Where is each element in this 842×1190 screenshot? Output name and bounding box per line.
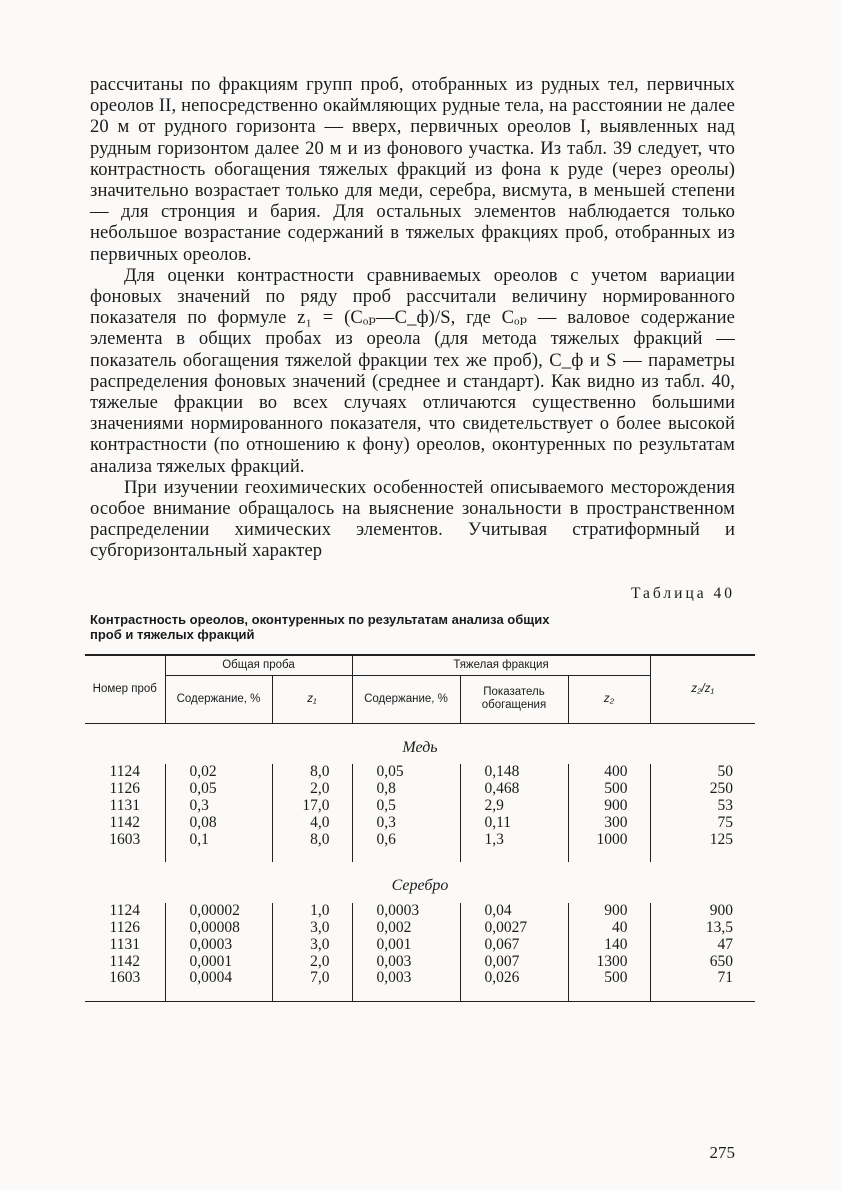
table-cell: 2,9 [460, 798, 568, 815]
table-cell: 900 [650, 903, 755, 920]
table-row [85, 781, 755, 798]
table-cell: 500 [568, 781, 650, 798]
table-cell: 0,3 [352, 815, 460, 832]
table-cell: 8,0 [272, 832, 352, 849]
table-cell: 1,0 [272, 903, 352, 920]
table-cell: 0,468 [460, 781, 568, 798]
table-cell: 17,0 [272, 798, 352, 815]
table-cell: 53 [650, 798, 755, 815]
table-cell: 47 [650, 937, 755, 954]
header-bulk-content: Содержание, % [165, 675, 272, 723]
table-row [85, 954, 755, 971]
table-cell: 1124 [109, 763, 140, 781]
table-cell: 140 [568, 937, 650, 954]
table-cell: 4,0 [272, 815, 352, 832]
header-heavy-content: Содержание, % [352, 675, 460, 723]
contrast-table [85, 654, 755, 1003]
table-cell: 400 [568, 764, 650, 781]
table-number: Таблица 40 [630, 584, 735, 602]
table-cell: 900 [568, 903, 650, 920]
table-cell: 2,0 [272, 954, 352, 971]
table-cell: 1131 [109, 797, 140, 815]
table-cell: 0,00002 [165, 903, 272, 920]
header-sample: Номер проб [85, 655, 165, 724]
table-cell: 0,04 [460, 903, 568, 920]
table-cell: 2,0 [272, 781, 352, 798]
table-cell: 500 [568, 970, 650, 987]
table-cell: 71 [650, 970, 755, 987]
table-cell: 0,08 [165, 815, 272, 832]
table-cell: 0,8 [352, 781, 460, 798]
table-cell: 0,067 [460, 937, 568, 954]
table-cell: 1300 [568, 954, 650, 971]
table-cell: 1142 [109, 952, 140, 970]
table-cell: 0,05 [352, 764, 460, 781]
table-cell: 0,0003 [352, 903, 460, 920]
section-title: Медь [402, 738, 438, 756]
header-heavy: Тяжелая фракция [352, 655, 650, 676]
table-row [85, 798, 755, 815]
table-cell: 0,6 [352, 832, 460, 849]
table-cell: 0,0027 [460, 920, 568, 937]
paragraph-1: рассчитаны по фракциям групп проб, отобранных из рудных тел, первичных ореолов II, непосредственно окаймляющих рудные тела, на расстоянии не далее 20 м от рудного горизонта — вверх, первичных ореолов I, выявленных над рудным горизонтом далее 20 м и из фонового участка. Из табл. 39 следует, что контрастность обогащения тяжелых фракций из фона к руде (через ореолы) значительно возрастает только для меди, серебра, висмута, в меньшей степени — для стронция и бария. Для остальных элементов наблюдается только небольшое возрастание содержаний в тяжелых фракциях проб, отобранных из первичных ореолов. [90, 74, 735, 265]
table-cell: 0,5 [352, 798, 460, 815]
table-cell: 1131 [109, 935, 140, 953]
table-cell: 0,05 [165, 781, 272, 798]
table-cell: 0,1 [165, 832, 272, 849]
table-cell: 650 [650, 954, 755, 971]
table-cell: 1603 [109, 830, 141, 848]
table-cell: 0,007 [460, 954, 568, 971]
table-cell: 900 [568, 798, 650, 815]
table-row [85, 832, 755, 849]
table-cell: 1,3 [460, 832, 568, 849]
table-cell: 125 [650, 832, 755, 849]
table-cell: 1142 [109, 813, 140, 831]
table-cell: 0,3 [165, 798, 272, 815]
table-cell: 0,148 [460, 764, 568, 781]
table-cell: 50 [650, 764, 755, 781]
table-cell: 1603 [109, 969, 141, 987]
table-cell: 0,002 [352, 920, 460, 937]
table-cell: 0,11 [460, 815, 568, 832]
table-row [85, 970, 755, 987]
header-z1: z₁ [272, 675, 352, 723]
table-row [85, 920, 755, 937]
table-cell: 1126 [109, 919, 140, 937]
table-cell: 7,0 [272, 970, 352, 987]
table-cell: 0,0001 [165, 954, 272, 971]
table-caption: Контрастность ореолов, оконтуренных по результатам анализа общих проб и тяжелых фракций [90, 611, 550, 642]
table-cell: 0,003 [352, 954, 460, 971]
table-cell: 13,5 [650, 920, 755, 937]
page-content [90, 74, 735, 1002]
table-row [85, 903, 755, 920]
header-z2: z₂ [568, 675, 650, 723]
header-bulk: Общая проба [165, 655, 352, 676]
table-cell: 0,00008 [165, 920, 272, 937]
header-enrichment: Показатель обогащения [460, 675, 568, 723]
paragraph-3: При изучении геохимических особенностей описываемого месторождения особое внимание обращалось на выяснение зональности в пространственном распределении химических элементов. Учитывая стратиформный и субгоризонтальный характер [90, 476, 735, 562]
table-cell: 1124 [109, 902, 140, 920]
table-cell: 1000 [568, 832, 650, 849]
table-cell: 250 [650, 781, 755, 798]
table-cell: 40 [568, 920, 650, 937]
header-ratio: z₂/z₁ [650, 655, 755, 724]
section-title: Серебро [391, 877, 449, 895]
table-cell: 0,003 [352, 970, 460, 987]
table-cell: 3,0 [272, 920, 352, 937]
page-number: 275 [709, 1143, 735, 1162]
table-cell: 300 [568, 815, 650, 832]
table-cell: 0,02 [165, 764, 272, 781]
table-cell: 1126 [109, 780, 140, 798]
table-cell: 0,026 [460, 970, 568, 987]
table-row [85, 764, 755, 781]
table-cell: 0,0004 [165, 970, 272, 987]
table-cell: 0,001 [352, 937, 460, 954]
table-cell: 8,0 [272, 764, 352, 781]
table-cell: 3,0 [272, 937, 352, 954]
table-row [85, 937, 755, 954]
paragraph-2: Для оценки контрастности сравниваемых ореолов с учетом вариации фоновых значений по ряду проб рассчитали величину нормированного показателя по формуле z₁ = (Cₒₚ—C_ф)/S, где Cₒₚ — валовое содержание элемента в общих пробах из ореола (для метода тяжелых фракций — показатель обогащения тяжелой фракции тех же проб), C_ф и S — параметры распределения фоновых значений (среднее и стандарт). Как видно из табл. 40, тяжелые фракции во всех случаях отличаются существенно большими значениями нормированного показателя, что свидетельствует о более высокой контрастности (по отношению к фону) ореолов, оконтуренных по результатам анализа тяжелых фракций. [90, 264, 735, 477]
table-row [85, 815, 755, 832]
table-cell: 75 [650, 815, 755, 832]
table-cell: 0,0003 [165, 937, 272, 954]
